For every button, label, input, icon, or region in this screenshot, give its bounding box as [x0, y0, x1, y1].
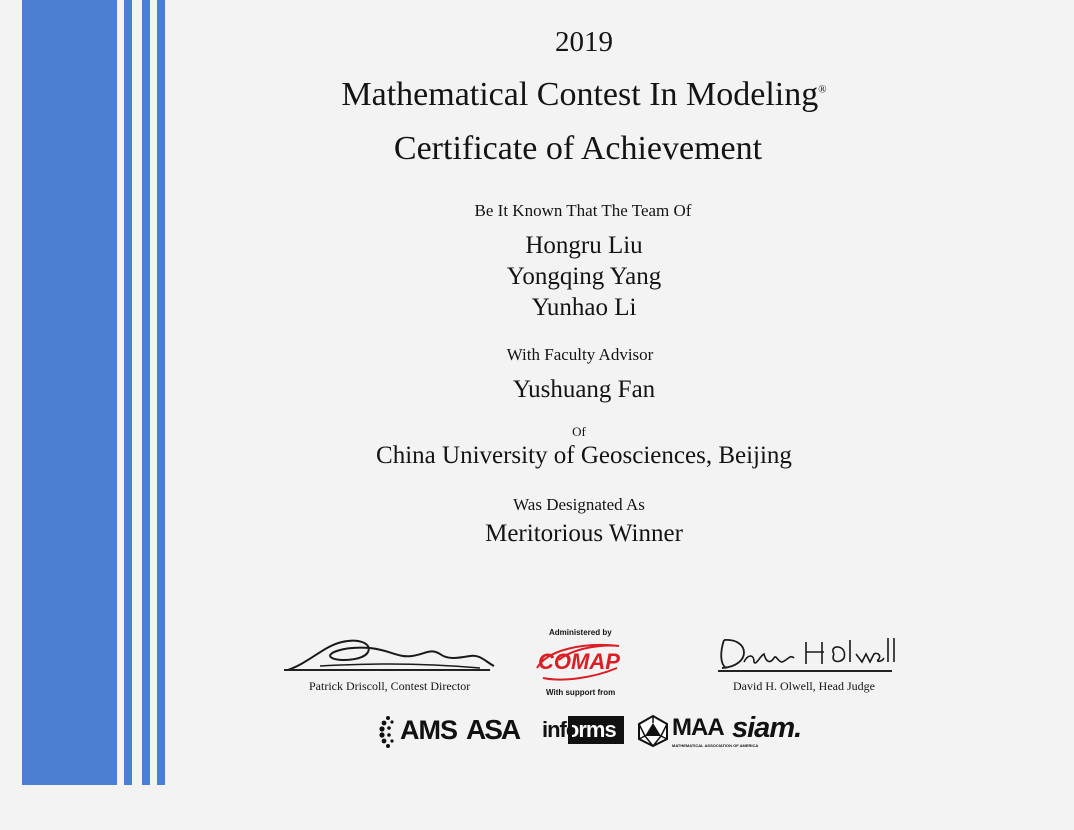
blue-stripe-3 — [157, 0, 165, 785]
registered-mark: ® — [818, 83, 827, 96]
advisor-name: Yushuang Fan — [512, 376, 656, 403]
maa-logo-text: MAA — [672, 714, 724, 741]
team-member-1: Hongru Liu — [525, 232, 643, 259]
known-line: Be It Known That The Team Of — [474, 201, 692, 220]
ams-logo — [378, 710, 460, 752]
blue-stripe-1 — [124, 0, 132, 785]
contest-name: Mathematical Contest In Modeling — [341, 76, 819, 113]
director-caption: Patrick Driscoll, Contest Director — [309, 679, 471, 693]
certificate-title: Certificate of Achievement — [393, 130, 763, 167]
judge-caption: David H. Olwell, Head Judge — [733, 679, 875, 693]
contest-year: 2019 — [555, 26, 613, 58]
judge-signature-line — [718, 670, 892, 672]
siam-logo: siam. — [732, 712, 802, 744]
blue-band-wide — [22, 0, 117, 785]
comap-logo-text: COMAP — [538, 649, 620, 674]
advisor-label: With Faculty Advisor — [506, 345, 654, 364]
institution-name: China University of Geosciences, Beijing — [376, 442, 792, 469]
designation-label: Was Designated As — [513, 495, 645, 514]
asa-logo: ASA — [466, 714, 520, 745]
support-label: With support from — [546, 688, 616, 697]
maa-logo — [634, 712, 759, 752]
director-signature-line — [284, 669, 490, 671]
maa-icosahedron-icon — [636, 714, 670, 748]
contest-title — [234, 76, 934, 114]
administered-by-label: Administered by — [549, 628, 612, 637]
of-label: Of — [572, 424, 586, 439]
team-member-3: Yunhao Li — [531, 294, 637, 321]
ams-logo-text: AMS — [400, 715, 457, 745]
informs-logo-text: informs — [542, 717, 616, 742]
comap-logo — [533, 638, 625, 684]
blue-stripe-2 — [142, 0, 150, 785]
ams-mark-icon — [378, 710, 402, 752]
maa-logo-subtitle: MATHEMATICAL ASSOCIATION OF AMERICA — [672, 743, 759, 748]
team-member-2: Yongqing Yang — [506, 263, 662, 290]
designation: Meritorious Winner — [485, 520, 683, 547]
